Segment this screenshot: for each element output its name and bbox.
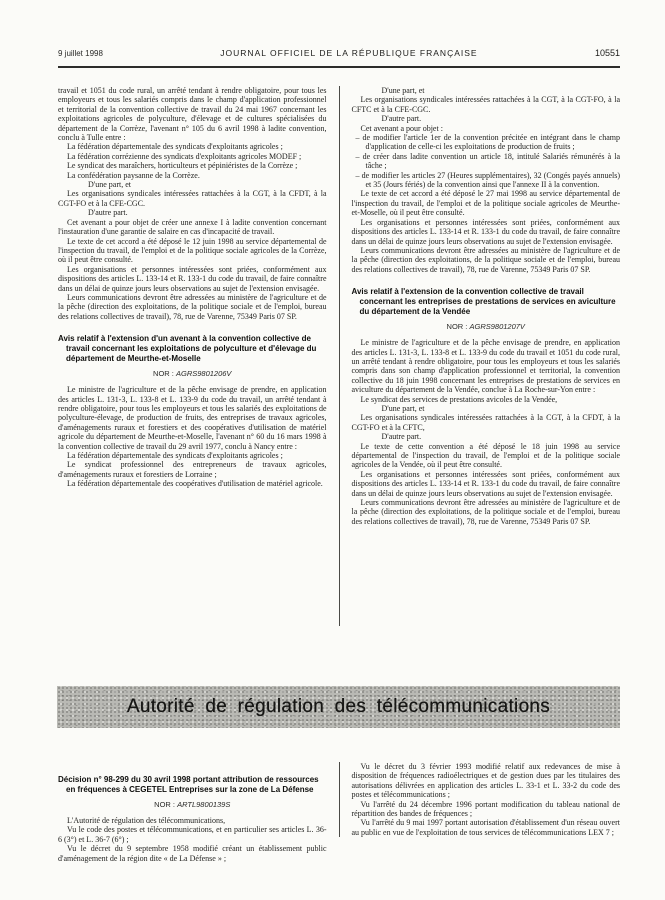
- paragraph: Vu l'arrêté du 9 mai 1997 portant autorisation d'établissement d'un réseau ouvert au public en vue de l'exploitation de tous services de télécommunications LEX 7 ;: [351, 818, 620, 837]
- paragraph: La fédération départementale des coopératives d'utilisation de matériel agricole.: [67, 479, 323, 489]
- avis-heading: Avis relatif à l'extension de la convention collective de travail concernant les entreprises de prestations de services en aviculture du département de la Vendée: [351, 287, 616, 317]
- avis-heading: Avis relatif à l'extension d'un avenant à la convention collective de travail concernant les exploitations de polyculture et d'élevage du département de Meurthe-et-Moselle: [58, 334, 317, 364]
- paragraph: Le syndicat des services de prestations avicoles de la Vendée,: [360, 394, 558, 404]
- paragraph: Les organisations et personnes intéressées sont priées, conformément aux dispositions des articles L. 133-14 et R. 133-1 du code du travail, de faire connaître dans un délai de quinze jours leurs observations au sujet de l'extension envisagée.: [58, 264, 327, 293]
- page-header: [58, 48, 620, 58]
- dash-item: – de créer dans ladite convention un article 18, intitulé Salariés rémunérés à la tâche ;: [355, 151, 620, 171]
- paragraph: Cet avenant a pour objet de créer une annexe I à ladite convention concernant l'instauration d'une garantie de salaire en cas d'incapacité de travail.: [58, 217, 327, 237]
- paragraph: Vu le décret du 3 février 1993 modifié relatif aux redevances de mise à disposition de fréquences radioélectriques et de gestion dues par les titulaires des autorisations délivrées en application des articles L. 33-1 et L. 33-2 du code des postes et télécommunications ;: [351, 762, 620, 800]
- nor-value: AGRS9801206V: [175, 369, 232, 379]
- paragraph: La fédération corrézienne des syndicats d'exploitants agricoles MODEF ;: [67, 151, 302, 161]
- section-banner-title: Autorité de régulation des télécommunications: [126, 696, 551, 717]
- avis-heading: Décision n° 98-299 du 30 avril 1998 portant attribution de ressources en fréquences à CEGETEL Entreprises sur la zone de La Défense: [58, 775, 319, 794]
- paragraph: Les organisations syndicales intéressées rattachées à la CGT, à la CFDT, à la CGT-FO et à la CFTC,: [351, 413, 620, 432]
- dash-item: – de modifier les articles 27 (Heures supplémentaires), 32 (Congés payés annuels) et 35 (Jours fériés) de la convention ainsi que l'annexe II à la convention.: [355, 170, 620, 190]
- paragraph: Cet avenant a pour objet :: [360, 123, 443, 133]
- journal-title: JOURNAL OFFICIEL DE LA RÉPUBLIQUE FRANÇAISE: [220, 48, 478, 58]
- nor-label: NOR :: [153, 369, 174, 379]
- nor-label: NOR :: [446, 322, 468, 332]
- dash-item: – de modifier l'article 1er de la convention précitée en intégrant dans le champ d'application de celle-ci les exploitations de production de fruits ;: [355, 133, 620, 152]
- part-line: D'une part, et: [381, 403, 425, 413]
- paragraph-continuation: travail et 1051 du code rural, un arrêté tendant à rendre obligatoire, pour tous les employeurs et tous les salariés compris dans le champ d'application professionnel et territorial de la convention collective de travail du 24 mai 1967 concernant les exploitations agricoles de polyculture, d'élevage et de cultures spécialisées du département de la Corrèze, l'avenant n° 105 du 6 avril 1998 à ladite convention, conclu à Tulle entre :: [58, 86, 327, 143]
- nor-label: NOR :: [154, 800, 175, 809]
- paragraph: Les organisations syndicales intéressées rattachées à la CGT, à la CGT-FO, à la CFTC et à la CFE-CGC.: [351, 95, 620, 114]
- part-line: D'autre part.: [381, 114, 422, 124]
- paragraph: Vu le code des postes et télécommunications, et en particulier ses articles L. 36-6 (3°) et L. 36-7 (6°) ;: [58, 825, 327, 844]
- column-top-left: [58, 86, 339, 626]
- paragraph: Leurs communications devront être adressées au ministère de l'agriculture et de la pêche (direction des exploitations, de la politique sociale et de l'emploi, bureau des relations collectives de travail), 78, rue de Varenne, 75349 Paris 07 SP.: [58, 292, 327, 321]
- part-line: D'une part, et: [88, 180, 131, 190]
- paragraph: Les organisations et personnes intéressées sont priées, conformément aux dispositions des articles L. 133-14 et R. 133-1 du code du travail, de faire connaître dans un délai de quinze jours leurs observations au sujet de l'extension envisagée.: [351, 217, 620, 246]
- column-bottom-right: [339, 762, 621, 837]
- paragraph: La fédération départementale des syndicats d'exploitants agricoles ;: [67, 451, 283, 460]
- nor-line: [58, 800, 327, 809]
- nor-line: [58, 369, 327, 378]
- paragraph: La confédération paysanne de la Corrèze.: [67, 170, 200, 180]
- paragraph: La fédération départementale des syndicats d'exploitants agricoles ;: [67, 142, 283, 152]
- paragraph: Le syndicat des maraîchers, horticulteurs et pépiniéristes de la Corrèze ;: [67, 161, 298, 171]
- paragraph: Le texte de cette convention a été déposé le 18 juin 1998 au service départemental de l'inspection du travail, de l'emploi et de la politique sociale agricoles de la Vendée, où il peut être consulté.: [351, 441, 620, 470]
- paragraph: Les organisations et personnes intéressées sont priées, conformément aux dispositions des articles L. 133-14 et R. 133-1 du code du travail, de faire connaître dans un délai de quinze jours leurs observations au sujet de l'extension envisagée.: [351, 469, 620, 498]
- paragraph: Le syndicat professionnel des entrepreneurs de travaux agricoles, d'aménagements ruraux et forestiers de Lorraine ;: [58, 460, 327, 479]
- bottom-columns: [58, 762, 620, 900]
- column-top-right: [339, 86, 621, 626]
- nor-value: AGRS9801207V: [469, 322, 525, 332]
- section-banner: [57, 686, 620, 728]
- paragraph: L'Autorité de régulation des télécommunications,: [67, 816, 226, 825]
- part-line: D'une part, et: [381, 86, 425, 95]
- paragraph: Le ministre de l'agriculture et de la pêche envisage de prendre, en application des articles L. 131-3, L. 133-8 et L. 133-9 du code du travail et 1051 du code rural, un arrêté tendant à rendre obligatoire, pour tous les employeurs et tous les salariés compris dans son champ d'application professionnel et territorial, la convention collective du 18 juin 1998 concernant les entreprises de prestations de services en aviculture du département de la Vendée, conclue à La Roche-sur-Yon entre :: [351, 338, 620, 395]
- paragraph: Vu l'arrêté du 24 décembre 1996 portant modification du tableau national de répartition des bandes de fréquences ;: [351, 799, 620, 819]
- paragraph: Vu le décret du 9 septembre 1958 modifié créant un établissement public d'aménagement de la région dite « de La Défense » ;: [58, 844, 327, 863]
- header-rule: [58, 66, 620, 68]
- part-line: D'autre part.: [381, 432, 422, 442]
- issue-date: 9 juillet 1998: [58, 49, 103, 58]
- paragraph: Le texte de cet accord a été déposé le 27 mai 1998 au service départemental de l'inspection du travail, de l'emploi et de la politique sociale agricoles de Meurthe-et-Moselle, où il peut être consulté.: [351, 189, 620, 218]
- paragraph: Leurs communications devront être adressées au ministère de l'agriculture et de la pêche (direction des exploitations, de la politique sociale et de l'emploi, bureau des relations collectives de travail), 78, rue de Varenne, 75349 Paris 07 SP.: [351, 245, 620, 274]
- page-number: 10551: [594, 48, 620, 58]
- nor-value: ARTL9800139S: [177, 800, 231, 809]
- top-columns: [58, 86, 620, 626]
- part-line: D'autre part.: [88, 208, 128, 218]
- paragraph: Le texte de cet accord a été déposé le 12 juin 1998 au service départemental de l'inspection du travail, de l'emploi et de la politique sociale agricoles de la Corrèze, où il peut être consulté.: [58, 236, 327, 265]
- paragraph: Les organisations syndicales intéressées rattachées à la CGT, à la CFDT, à la CGT-FO et à la CFE-CGC.: [58, 189, 327, 208]
- paragraph: Le ministre de l'agriculture et de la pêche envisage de prendre, en application des articles L. 131-3, L. 133-8 et L. 133-9 du code du travail, un arrêté tendant à rendre obligatoire, pour tous les employeurs et tous les salariés des exploitations de polyculture-élevage, de production de fruits, des entreprises de travaux agricoles, d'aménagements ruraux et forestiers et des coopératives d'utilisation de matériel agricole du département de Meurthe-et-Moselle, l'avenant n° 60 du 16 mars 1998 à la convention collective de travail du 29 avril 1977, conclu à Nancy entre :: [58, 385, 327, 451]
- paragraph: Leurs communications devront être adressées au ministère de l'agriculture et de la pêche (direction des exploitations, de la politique sociale et de l'emploi, bureau des relations collectives de travail), 78, rue de Varenne, 75349 Paris 07 SP.: [351, 498, 620, 526]
- nor-line: [352, 322, 621, 331]
- column-bottom-left: [58, 762, 339, 863]
